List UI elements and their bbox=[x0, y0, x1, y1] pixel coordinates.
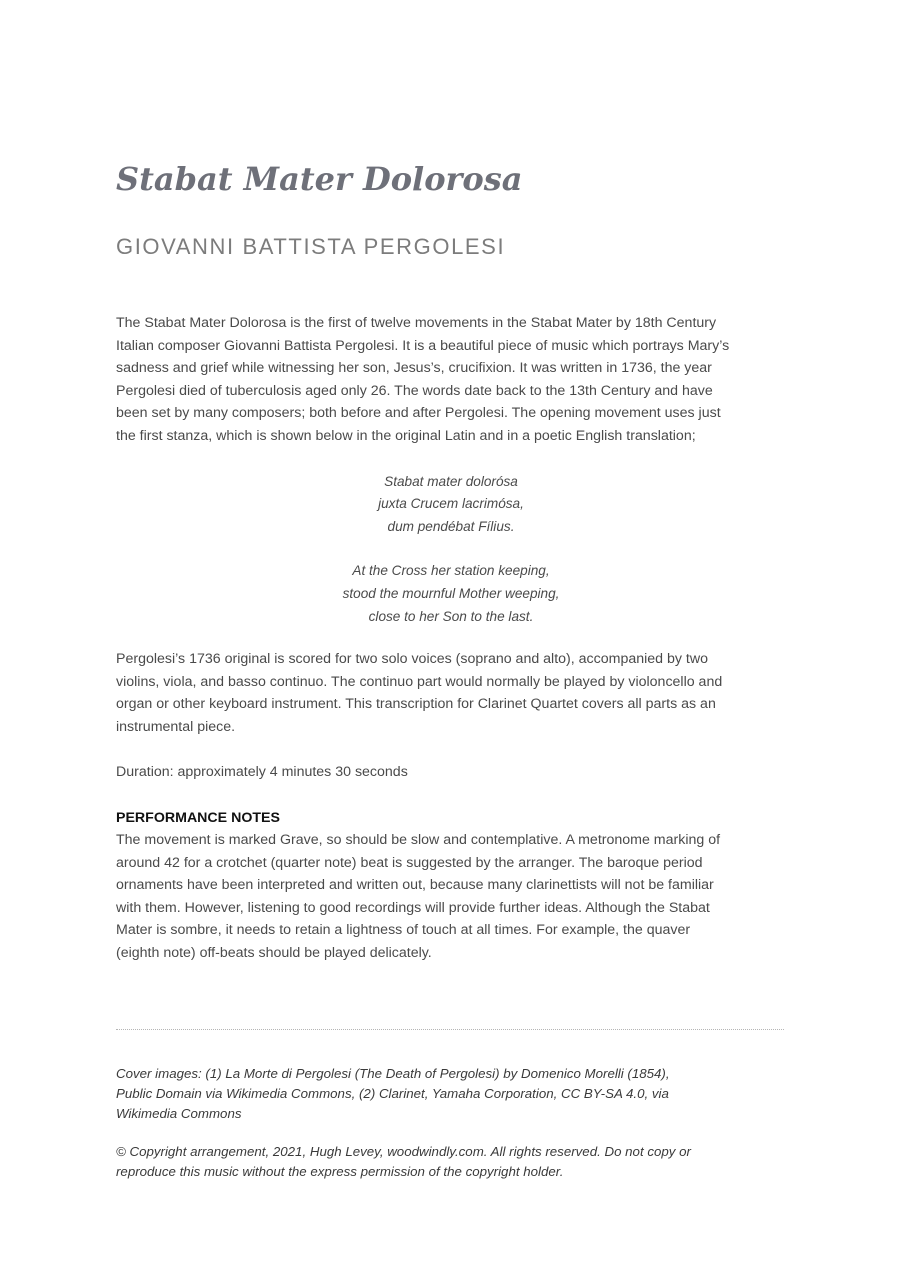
english-verse-line: stood the mournful Mother weeping, bbox=[342, 585, 560, 601]
latin-verse bbox=[116, 471, 786, 539]
performance-notes-line: with them. However, listening to good recordings will provide further ideas. Although the Stabat bbox=[116, 899, 710, 916]
intro-line: The Stabat Mater Dolorosa is the first of twelve movements in the Stabat Mater by 18th Century bbox=[116, 315, 717, 331]
copyright-line: © Copyright arrangement, 2021, Hugh Levey, woodwindly.com. All rights reserved. Do not copy or bbox=[116, 1144, 691, 1159]
intro-line: the first stanza, which is shown below in the original Latin and in a poetic English translation; bbox=[116, 427, 696, 444]
english-verse bbox=[116, 560, 786, 628]
scoring-line: instrumental piece. bbox=[116, 718, 236, 735]
credit-line: Cover images: (1) La Morte di Pergolesi (The Death of Pergolesi) by Domenico Morelli (1854), bbox=[116, 1066, 670, 1081]
credit-line: Wikimedia Commons bbox=[116, 1105, 242, 1121]
intro-line: Italian composer Giovanni Battista Pergolesi. It is a beautiful piece of music which portrays Mary’s bbox=[116, 337, 730, 354]
scoring-line: Pergolesi’s 1736 original is scored for two solo voices (soprano and alto), accompanied by two bbox=[116, 651, 708, 668]
scoring-line: violins, viola, and basso continuo. The continuo part would normally be played by violoncello and bbox=[116, 673, 723, 690]
credit-line: Public Domain via Wikimedia Commons, (2) Clarinet, Yamaha Corporation, CC BY-SA 4.0, via bbox=[116, 1085, 669, 1101]
performance-notes-line: Mater is sombre, it needs to retain a lightness of touch at all times. For example, the quaver bbox=[116, 922, 691, 939]
intro-line: Pergolesi died of tuberculosis aged only 26. The words date back to the 13th Century and have bbox=[116, 382, 713, 399]
english-verse-line: close to her Son to the last. bbox=[368, 608, 534, 624]
performance-notes-line: around 42 for a crotchet (quarter note) beat is suggested by the arranger. The baroque period bbox=[116, 854, 703, 871]
performance-notes-heading: PERFORMANCE NOTES bbox=[116, 810, 280, 827]
duration-text: Duration: approximately 4 minutes 30 seconds bbox=[116, 763, 408, 780]
page-title: Stabat Mater Dolorosa bbox=[116, 160, 523, 198]
intro-line: sadness and grief while witnessing her son, Jesus’s, crucifixion. It was written in 1736, the year bbox=[116, 360, 712, 377]
intro-paragraph bbox=[116, 312, 786, 448]
performance-notes-line: ornaments have been interpreted and written out, because many clarinettists will not be familiar bbox=[116, 877, 714, 894]
copyright-notice bbox=[116, 1142, 786, 1182]
composer-name: GIOVANNI BATTISTA PERGOLESI bbox=[116, 234, 506, 259]
main-content bbox=[116, 312, 786, 965]
english-verse-line: At the Cross her station keeping, bbox=[352, 563, 550, 579]
latin-verse-line: dum pendébat Fílius. bbox=[387, 518, 515, 534]
performance-notes-line: The movement is marked Grave, so should be slow and contemplative. A metronome marking of bbox=[116, 832, 721, 849]
performance-notes-paragraph bbox=[116, 829, 786, 965]
scoring-paragraph bbox=[116, 648, 786, 738]
intro-line: been set by many composers; both before and after Pergolesi. The opening movement uses just bbox=[116, 405, 721, 422]
cover-images-credit bbox=[116, 1064, 786, 1123]
performance-notes-line: (eighth note) off-beats should be played delicately. bbox=[116, 945, 432, 962]
footer-divider bbox=[116, 1029, 784, 1030]
scoring-line: organ or other keyboard instrument. This transcription for Clarinet Quartet covers all parts as an bbox=[116, 696, 716, 713]
copyright-line: reproduce this music without the express permission of the copyright holder. bbox=[116, 1163, 564, 1179]
latin-verse-line: juxta Crucem lacrimósa, bbox=[378, 496, 524, 512]
latin-verse-line: Stabat mater dolorósa bbox=[384, 473, 518, 489]
